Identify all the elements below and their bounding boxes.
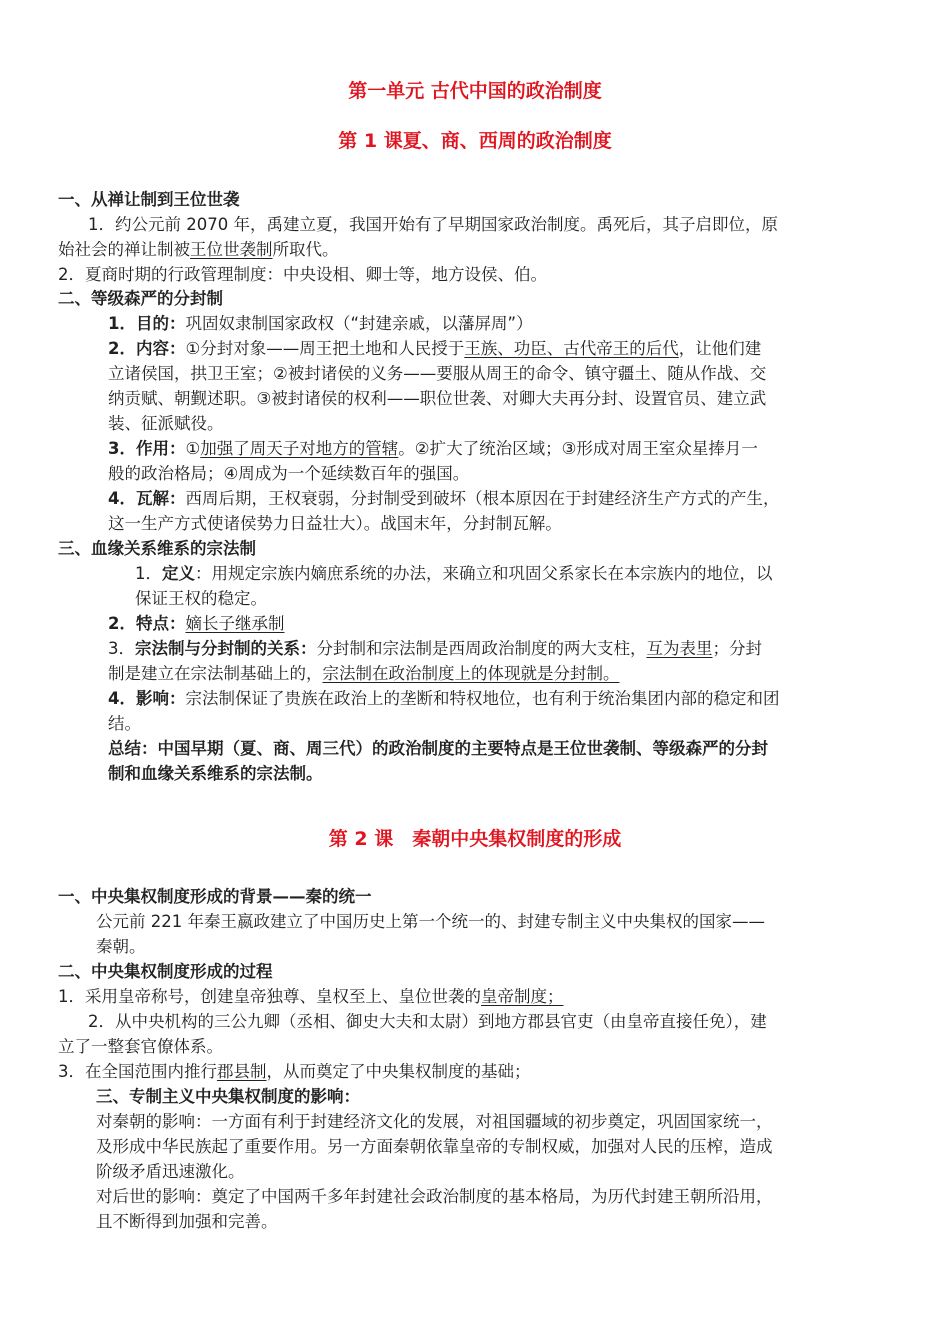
item-number: 1．	[135, 564, 162, 583]
l1-s2-item2-line3: 纳贡赋、朝觐述职。③被封诸侯的权利——职位世袭、对卿大夫再分封、设置官员、建立武	[108, 389, 767, 408]
l2-section3-heading: 三、专制主义中央集权制度的影响：	[96, 1087, 360, 1106]
l1-s2-item2-line2: 立诸侯国，拱卫王室；②被封诸侯的义务——要服从周王的命令、镇守疆土、随从作战、交	[108, 364, 767, 383]
l2-s2-item3	[58, 1060, 531, 1084]
l2-s2-item2-line2: 立了一整套官僚体系。	[58, 1037, 223, 1056]
l2-s2-item1	[58, 985, 564, 1009]
underlined-text: 皇帝制度；	[481, 987, 564, 1006]
item-number: 3．	[108, 639, 135, 658]
text: 3．在全国范围内推行	[58, 1062, 217, 1081]
item-label: 2．特点：	[108, 614, 186, 633]
text: 。②扩大了统治区域；③形成对周王室众星捧月一	[398, 439, 758, 458]
l2-s1-line1: 公元前 221 年秦王嬴政建立了中国历史上第一个统一的、封建专制主义中央集权的国家——	[96, 912, 765, 931]
lesson2-title: 第 2 课 秦朝中央集权制度的形成	[328, 828, 622, 850]
text: 1．采用皇帝称号，创建皇帝独尊、皇权至上、皇位世袭的	[58, 987, 481, 1006]
text: ；分封	[712, 639, 762, 658]
l2-section2-heading: 二、中央集权制度形成的过程	[58, 962, 273, 981]
item-label: 3．作用：	[108, 439, 186, 458]
text: 巩固奴隶制国家政权（“封建亲戚，以藩屏周”）	[185, 314, 533, 333]
l1-section2-heading: 二、等级森严的分封制	[58, 289, 223, 308]
lesson1-title: 第 1 课夏、商、西周的政治制度	[338, 130, 612, 152]
text: 宗法制保证了贵族在政治上的垄断和特权地位，也有利于统治集团内部的稳定和团	[185, 689, 780, 708]
l1-s3-item1-line1	[135, 562, 773, 586]
l1-s2-item3-line1	[108, 437, 758, 461]
l2-s2-item2-line1: 2．从中央机构的三公九卿（丞相、御史大夫和太尉）到地方郡县官吏（由皇帝直接任免），建	[88, 1012, 767, 1031]
text: ：用规定宗族内嫡庶系统的办法，来确立和巩固父系家长在本宗族内的地位，以	[195, 564, 773, 583]
text: 西周后期，王权衰弱，分封制受到破坏（根本原因在于封建经济生产方式的产生，	[185, 489, 780, 508]
l1-s3-item4-line2: 结。	[108, 714, 141, 733]
l1-summary-line1: 总结：中国早期（夏、商、周三代）的政治制度的主要特点是王位世袭制、等级森严的分封	[108, 739, 768, 758]
underlined-text: 嫡长子继承制	[185, 614, 285, 633]
text: ①分封对象——周王把土地和人民授于	[185, 339, 465, 358]
l1-s1-paragraph2: 2．夏商时期的行政管理制度：中央设相、卿士等，地方设侯、伯。	[58, 265, 547, 284]
item-label: 2．内容：	[108, 339, 186, 358]
l1-s2-item2-line1	[108, 337, 761, 361]
text: ，从而奠定了中央集权制度的基础；	[266, 1062, 531, 1081]
l1-s1-paragraph1-line1: 1．约公元前 2070 年，禹建立夏，我国开始有了早期国家政治制度。禹死后，其子启即位，原	[88, 215, 778, 234]
l2-s1-line2: 秦朝。	[96, 937, 146, 956]
l1-s2-item3-line2: 般的政治格局；④周成为一个延续数百年的强国。	[108, 464, 470, 483]
l2-s3-para1-line1: 对秦朝的影响：一方面有利于封建经济文化的发展，对祖国疆域的初步奠定，巩固国家统一，	[96, 1112, 773, 1131]
item-label: 1．目的：	[108, 314, 186, 333]
text: ①	[185, 439, 201, 458]
item-label: 定义	[162, 564, 195, 583]
l1-s2-item4-line1	[108, 487, 779, 511]
underlined-text: 王位世袭制	[190, 240, 273, 259]
text: 所取代。	[272, 240, 339, 259]
l1-section1-heading: 一、从禅让制到王位世袭	[58, 190, 240, 209]
text: 制是建立在宗法制基础上的，	[108, 664, 323, 683]
l1-s2-item2-line4: 装、征派赋役。	[108, 414, 224, 433]
l2-section1-heading: 一、中央集权制度形成的背景——秦的统一	[58, 887, 372, 906]
text: 分封制和宗法制是西周政治制度的两大支柱，	[316, 639, 647, 658]
underlined-text: 互为表里	[646, 639, 713, 658]
l1-s2-item4-line2: 这一生产方式使诸侯势力日益壮大）。战国末年，分封制瓦解。	[108, 514, 562, 533]
l1-s3-item2	[108, 612, 284, 636]
underlined-text: 郡县制	[217, 1062, 267, 1081]
text: ，让他们建	[678, 339, 762, 358]
underlined-text: 王族、功臣、古代帝王的后代	[464, 339, 679, 358]
item-label: 宗法制与分封制的关系：	[135, 639, 317, 658]
l2-s3-para2-line2: 且不断得到加强和完善。	[96, 1212, 278, 1231]
l2-s3-para2-line1: 对后世的影响：奠定了中国两千多年封建社会政治制度的基本格局，为历代封建王朝所沿用，	[96, 1187, 773, 1206]
l1-s3-item1-line2: 保证王权的稳定。	[135, 589, 267, 608]
l2-s3-para1-line3: 阶级矛盾迅速激化。	[96, 1162, 245, 1181]
l1-s2-item1	[108, 312, 533, 336]
l1-s3-item4-line1	[108, 687, 779, 711]
l1-s3-item3-line1	[108, 637, 762, 661]
l1-s1-paragraph1-line2	[58, 238, 339, 262]
item-label: 4．影响：	[108, 689, 186, 708]
underlined-text: 加强了周天子对地方的管辖	[200, 439, 399, 458]
item-label: 4．瓦解：	[108, 489, 186, 508]
l1-section3-heading: 三、血缘关系维系的宗法制	[58, 539, 256, 558]
l1-summary-line2: 制和血缘关系维系的宗法制。	[108, 764, 323, 783]
l1-s3-item3-line2	[108, 662, 620, 686]
l2-s3-para1-line2: 及形成中华民族起了重要作用。另一方面秦朝依靠皇帝的专制权威，加强对人民的压榨，造成	[96, 1137, 773, 1156]
text: 始社会的禅让制被	[58, 240, 190, 259]
underlined-text: 宗法制在政治制度上的体现就是分封制。	[322, 664, 620, 683]
unit-title: 第一单元 古代中国的政治制度	[348, 80, 602, 102]
